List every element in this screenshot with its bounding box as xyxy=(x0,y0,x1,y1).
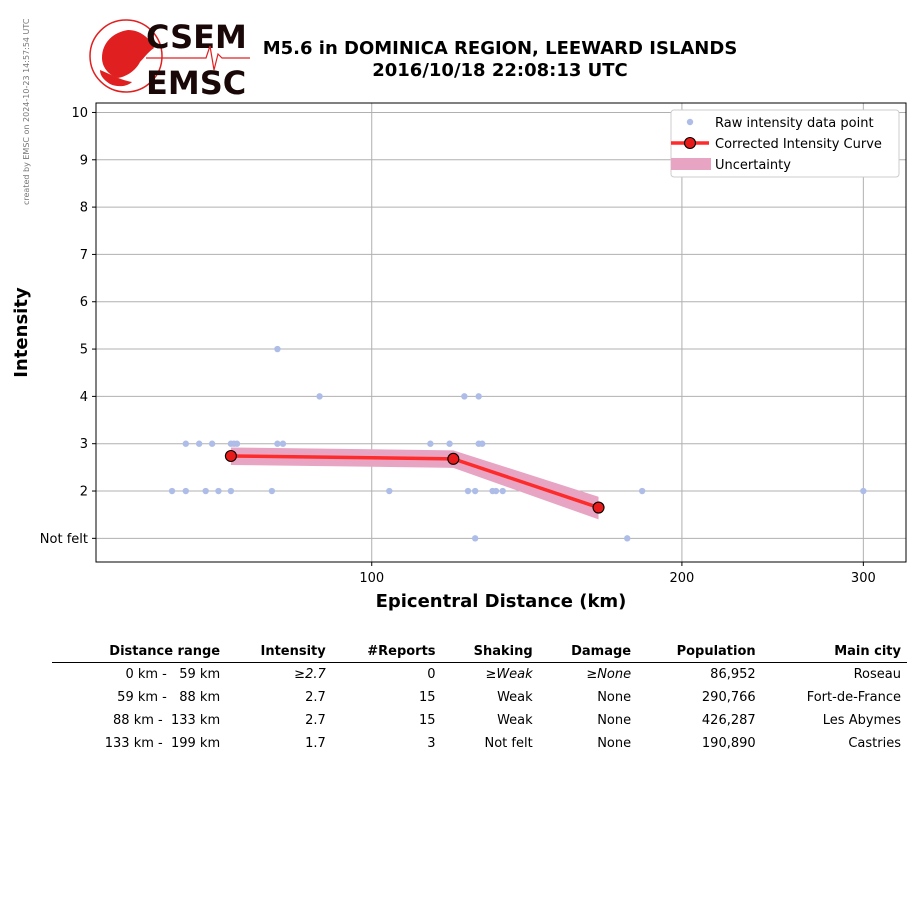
raw-data-point xyxy=(472,488,478,494)
cell-damage: None xyxy=(597,713,632,728)
raw-data-point xyxy=(461,393,467,399)
cell-range: 0 km - 59 km xyxy=(125,667,221,682)
raw-data-point xyxy=(427,441,433,447)
cell-damage: ≥None xyxy=(586,667,632,682)
cell-range: 133 km - 199 km xyxy=(104,736,221,751)
cell-shaking: Weak xyxy=(497,713,533,728)
raw-data-point xyxy=(234,441,240,447)
header-distance-range: Distance range xyxy=(52,640,226,663)
table-row xyxy=(52,732,907,755)
header-shaking: Shaking xyxy=(442,640,539,663)
cell-population: 426,287 xyxy=(701,713,756,728)
cell-city: Castries xyxy=(848,736,901,751)
x-tick-label: 300 xyxy=(850,571,876,586)
legend-entry-label: Raw intensity data point xyxy=(715,116,874,131)
raw-data-point xyxy=(183,488,189,494)
curve-marker xyxy=(593,502,604,513)
cell-intensity: 2.7 xyxy=(305,690,326,705)
cell-intensity: ≥2.7 xyxy=(294,667,326,682)
raw-data-point xyxy=(493,488,499,494)
x-tick-label: 200 xyxy=(669,571,695,586)
y-tick-label: Not felt xyxy=(39,531,88,547)
y-axis-label: Intensity xyxy=(11,287,32,378)
cell-reports: 3 xyxy=(427,736,436,751)
legend-curve-marker xyxy=(685,138,696,149)
raw-data-point xyxy=(274,441,280,447)
raw-data-point xyxy=(215,488,221,494)
logo-bottom-text: EMSC xyxy=(146,64,247,98)
raw-data-point xyxy=(472,535,478,541)
raw-data-point xyxy=(209,441,215,447)
y-tick-label: 3 xyxy=(79,437,88,453)
chart-title: M5.6 in DOMINICA REGION, LEEWARD ISLANDS xyxy=(262,38,738,59)
cell-population: 86,952 xyxy=(710,667,756,682)
raw-data-point xyxy=(269,488,275,494)
curve-marker xyxy=(225,451,236,462)
y-tick-label: 9 xyxy=(79,153,88,169)
raw-data-point xyxy=(280,441,286,447)
cell-city: Fort-de-France xyxy=(806,690,901,705)
header-population: Population xyxy=(637,640,762,663)
y-tick-label: 2 xyxy=(79,484,88,500)
legend-entry-label: Corrected Intensity Curve xyxy=(715,137,882,152)
y-tick-label: 4 xyxy=(79,389,88,405)
cell-population: 190,890 xyxy=(701,736,756,751)
raw-data-point xyxy=(202,488,208,494)
cell-shaking: ≥Weak xyxy=(485,667,533,682)
credit-text: created by EMSC on 2024-10-23 14:57:54 UTC xyxy=(22,18,31,205)
table-header-row xyxy=(52,640,907,663)
raw-data-point xyxy=(446,441,452,447)
y-tick-label: 5 xyxy=(79,342,88,358)
logo-top-text: CSEM xyxy=(146,18,247,56)
header-damage: Damage xyxy=(539,640,637,663)
legend-uncertainty-swatch xyxy=(671,158,711,170)
y-tick-label: 8 xyxy=(79,200,88,216)
table-row xyxy=(52,709,907,732)
raw-data-point xyxy=(860,488,866,494)
chart-subtitle: 2016/10/18 22:08:13 UTC xyxy=(372,60,628,81)
y-tick-label: 6 xyxy=(79,295,88,311)
chart-legend xyxy=(671,110,899,177)
raw-data-point xyxy=(316,393,322,399)
raw-data-point xyxy=(386,488,392,494)
legend-raw-swatch xyxy=(687,119,693,125)
legend-entry-label: Uncertainty xyxy=(715,158,791,173)
raw-data-point xyxy=(274,346,280,352)
cell-population: 290,766 xyxy=(701,690,756,705)
cell-range: 88 km - 133 km xyxy=(113,713,221,728)
y-tick-label: 7 xyxy=(79,247,88,263)
cell-range: 59 km - 88 km xyxy=(117,690,221,705)
table-row xyxy=(52,686,907,709)
raw-data-point xyxy=(479,441,485,447)
raw-data-point xyxy=(169,488,175,494)
header-intensity: Intensity xyxy=(226,640,332,663)
cell-intensity: 2.7 xyxy=(305,713,326,728)
cell-reports: 15 xyxy=(419,713,436,728)
header-main-city: Main city xyxy=(762,640,907,663)
x-tick-label: 100 xyxy=(359,571,385,586)
raw-data-point xyxy=(196,441,202,447)
table-row xyxy=(52,663,907,687)
header-reports: #Reports xyxy=(332,640,442,663)
raw-data-point xyxy=(183,441,189,447)
intensity-table xyxy=(52,640,907,755)
raw-data-point xyxy=(228,488,234,494)
cell-city: Roseau xyxy=(853,667,901,682)
cell-intensity: 1.7 xyxy=(305,736,326,751)
cell-shaking: Weak xyxy=(497,690,533,705)
y-tick-label: 10 xyxy=(71,105,88,121)
raw-data-point xyxy=(624,535,630,541)
raw-data-point xyxy=(475,393,481,399)
cell-damage: None xyxy=(597,690,632,705)
cell-shaking: Not felt xyxy=(484,736,533,751)
raw-data-point xyxy=(639,488,645,494)
cell-reports: 0 xyxy=(427,667,436,682)
cell-city: Les Abymes xyxy=(822,713,901,728)
cell-reports: 15 xyxy=(419,690,436,705)
curve-marker xyxy=(448,453,459,464)
raw-data-point xyxy=(465,488,471,494)
cell-damage: None xyxy=(597,736,632,751)
x-axis-label: Epicentral Distance (km) xyxy=(375,591,627,612)
raw-data-point xyxy=(500,488,506,494)
